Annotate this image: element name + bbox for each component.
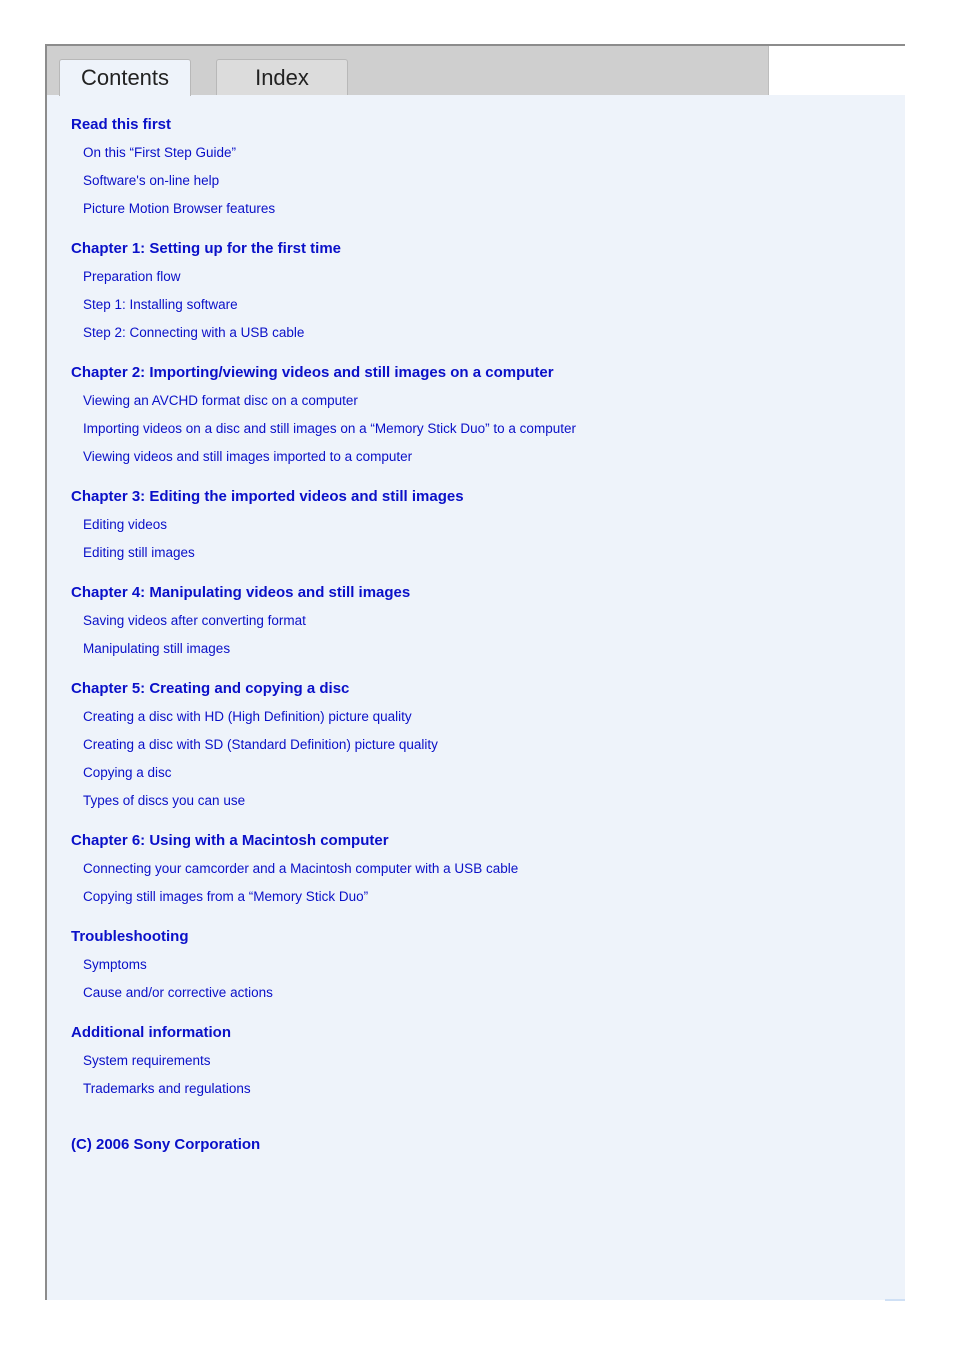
toc-item-link[interactable]: Viewing an AVCHD format disc on a computer — [83, 393, 358, 408]
toc-item-link[interactable]: Step 2: Connecting with a USB cable — [83, 325, 305, 340]
toc-item-link[interactable]: Creating a disc with SD (Standard Definition) picture quality — [83, 737, 438, 752]
toc-section-chapter-4 — [71, 584, 576, 657]
toc-item-link[interactable]: Manipulating still images — [83, 641, 231, 656]
section-link[interactable]: Chapter 3: Editing the imported videos and still images — [71, 488, 464, 505]
toc-item-link[interactable]: Copying still images from a “Memory Stick Duo” — [83, 889, 369, 904]
toc-item-link[interactable]: Types of discs you can use — [83, 793, 246, 808]
toc-item-link[interactable]: Picture Motion Browser features — [83, 201, 276, 216]
help-window — [45, 44, 905, 1300]
section-link[interactable]: Read this first — [71, 116, 172, 133]
section-link[interactable]: Chapter 4: Manipulating videos and still images — [71, 584, 411, 601]
tab-bar-spacer — [769, 46, 905, 95]
toc-item-link[interactable]: Viewing videos and still images imported to a computer — [83, 449, 413, 464]
section-link[interactable]: Chapter 5: Creating and copying a disc — [71, 680, 350, 697]
tab-contents[interactable]: Contents — [59, 59, 191, 96]
section-link[interactable]: Additional information — [71, 1024, 231, 1041]
tab-bar — [47, 46, 769, 95]
toc-item-link[interactable]: Preparation flow — [83, 269, 181, 284]
toc-item-link[interactable]: Software's on-line help — [83, 173, 220, 188]
table-of-contents — [71, 116, 576, 1154]
toc-item-link[interactable]: Symptoms — [83, 957, 147, 972]
toc-section-chapter-5 — [71, 680, 576, 809]
toc-item-link[interactable]: Trademarks and regulations — [83, 1081, 251, 1096]
section-link[interactable]: Troubleshooting — [71, 928, 189, 945]
section-link[interactable]: Chapter 2: Importing/viewing videos and still images on a computer — [71, 364, 554, 381]
toc-item-link[interactable]: Importing videos on a disc and still images on a “Memory Stick Duo” to a computer — [83, 421, 576, 436]
toc-item-link[interactable]: Creating a disc with HD (High Definition) picture quality — [83, 709, 412, 724]
section-link[interactable]: Chapter 6: Using with a Macintosh computer — [71, 832, 389, 849]
frame-corner-accent — [885, 1299, 905, 1301]
toc-section-chapter-3 — [71, 488, 576, 561]
section-link[interactable]: Chapter 1: Setting up for the first time — [71, 240, 342, 257]
toc-section-troubleshooting — [71, 928, 576, 1001]
copyright-notice: (C) 2006 Sony Corporation — [71, 1136, 261, 1153]
toc-item-link[interactable]: Cause and/or corrective actions — [83, 985, 273, 1000]
toc-section-chapter-6 — [71, 832, 576, 905]
toc-section-additional-information — [71, 1024, 576, 1097]
tab-index[interactable]: Index — [216, 59, 348, 95]
toc-item-link[interactable]: System requirements — [83, 1053, 211, 1068]
toc-item-link[interactable]: Saving videos after converting format — [83, 613, 306, 628]
toc-item-link[interactable]: Editing videos — [83, 517, 168, 532]
toc-item-link[interactable]: Connecting your camcorder and a Macintosh computer with a USB cable — [83, 861, 519, 876]
toc-item-link[interactable]: Editing still images — [83, 545, 195, 560]
toc-item-link[interactable]: On this “First Step Guide” — [83, 145, 237, 160]
toc-item-link[interactable]: Copying a disc — [83, 765, 172, 780]
toc-section-chapter-2 — [71, 364, 576, 465]
toc-item-link[interactable]: Step 1: Installing software — [83, 297, 238, 312]
toc-section-read-this-first — [71, 116, 576, 217]
toc-section-chapter-1 — [71, 240, 576, 341]
